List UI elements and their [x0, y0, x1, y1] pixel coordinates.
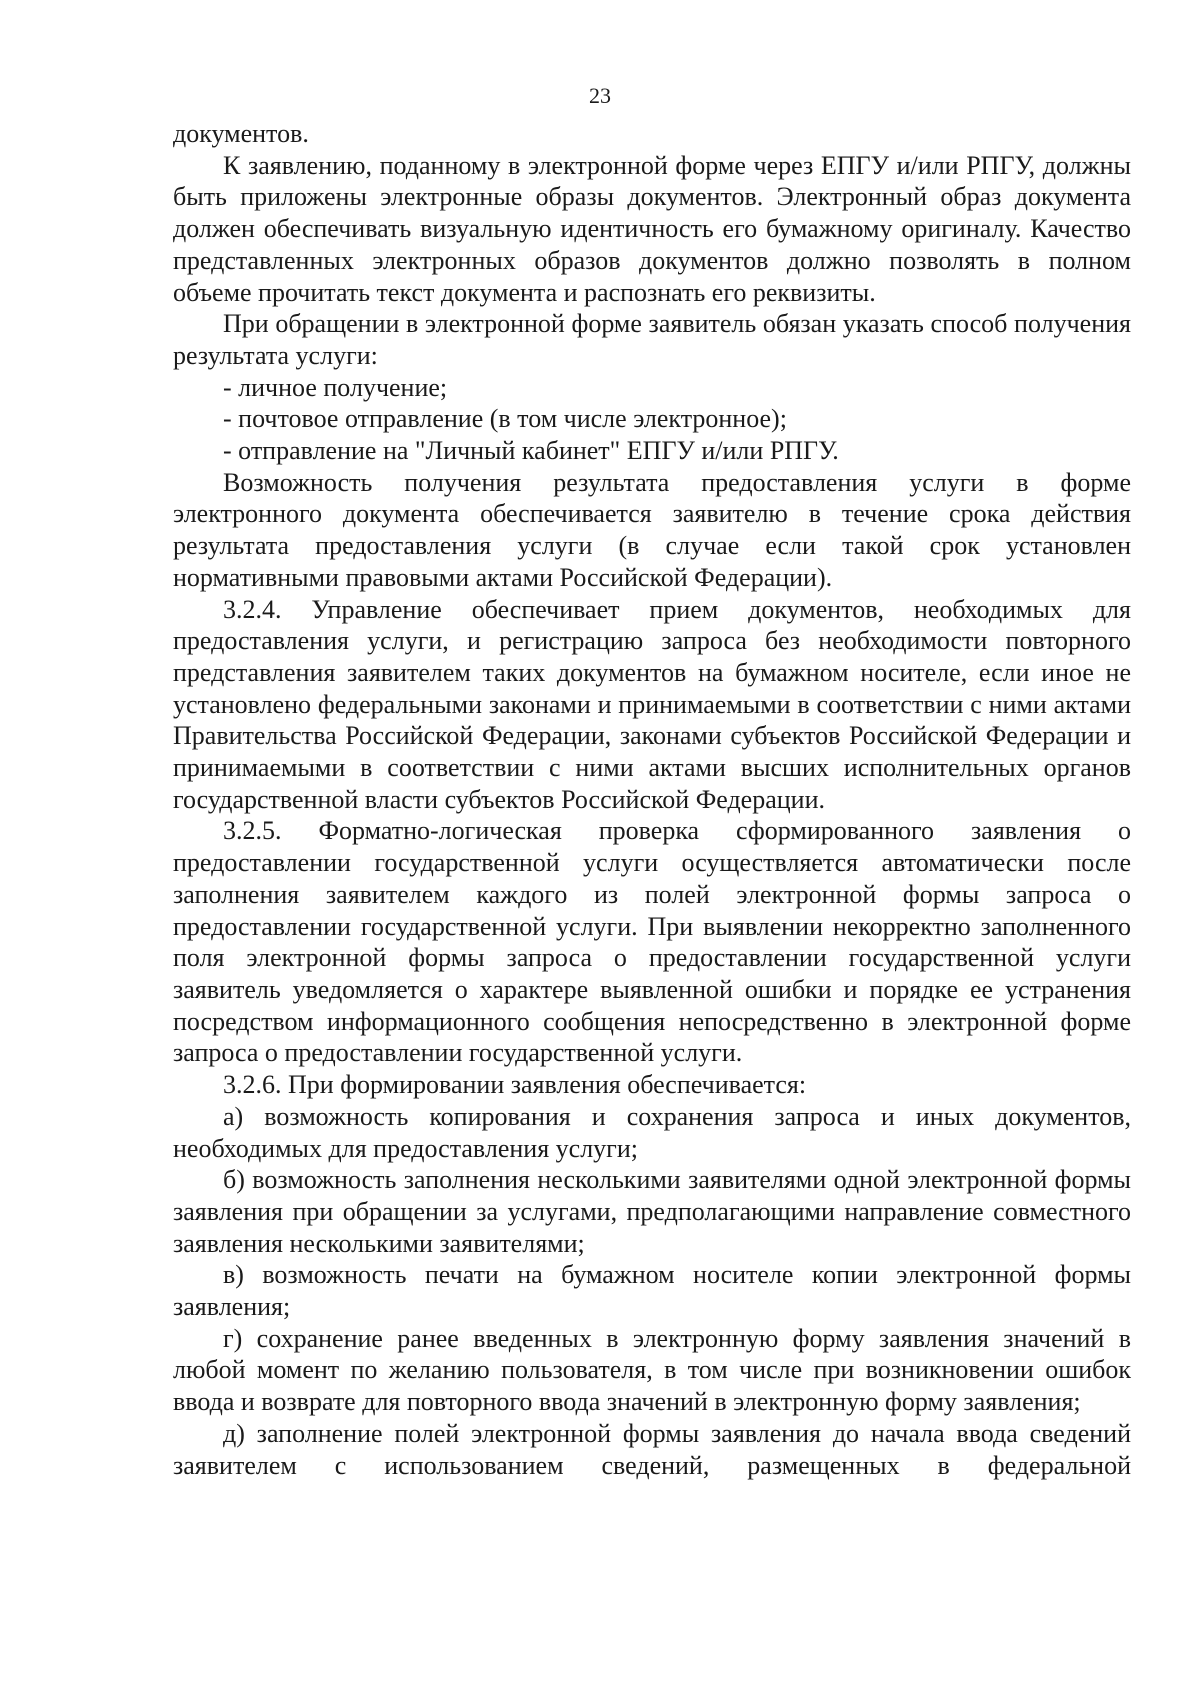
paragraph-result-method: При обращении в электронной форме заявитель обязан указать способ получения результата услуги:: [173, 309, 1131, 370]
list-item-postal: - почтовое отправление (в том числе электронное);: [223, 404, 787, 434]
list-item-personal: - личное получение;: [223, 372, 448, 402]
paragraph-3-2-5: 3.2.5. Форматно-логическая проверка сформированного заявления о предоставлении государственной услуги осуществляется автоматически после заполнения заявителем каждого из полей электронной формы запроса о предоставлении государственной услуги. При выявлении некорректно заполненного поля электронной формы запроса о предоставлении государственной услуги заявитель уведомляется о характере выявленной ошибки и порядке ее устранения посредством информационного сообщения непосредственно в электронной форме запроса о предоставлении государственной услуги.: [173, 816, 1131, 1068]
paragraph-item-v: в) возможность печати на бумажном носителе копии электронной формы заявления;: [173, 1260, 1131, 1322]
paragraph-electronic-images: К заявлению, поданному в электронной форме через ЕПГУ и/или РПГУ, должны быть приложены электронные образы документов. Электронный образ документа должен обеспечивать визуальную идентичность его бумажному оригиналу. Качество представленных электронных образов документов должно позволять в полном объеме прочитать текст документа и распознать его реквизиты.: [173, 150, 1131, 307]
document-body: [173, 118, 1131, 1481]
paragraph-continuation: документов.: [173, 119, 309, 148]
paragraph-item-g: г) сохранение ранее введенных в электронную форму заявления значений в любой момент по желанию пользователя, в том числе при возникновении ошибок ввода и возврате для повторного ввода значений в электронную форму заявления;: [173, 1323, 1131, 1417]
paragraph-item-b: б) возможность заполнения несколькими заявителями одной электронной формы заявления при обращении за услугами, предполагающими направление совместного заявления несколькими заявителями;: [173, 1165, 1131, 1258]
list-item-cabinet: - отправление на "Личный кабинет" ЕПГУ и/или РПГУ.: [223, 436, 839, 466]
paragraph-item-d: д) заполнение полей электронной формы заявления до начала ввода сведений заявителем с использованием сведений, размещенных в федеральной: [173, 1418, 1131, 1480]
paragraph-3-2-6: 3.2.6. При формировании заявления обеспечивается:: [223, 1070, 807, 1100]
paragraph-electronic-result: Возможность получения результата предоставления услуги в форме электронного документа обеспечивается заявителю в течение срока действия результата предоставления услуги (в случае если такой срок установлен нормативными правовыми актами Российской Федерации).: [173, 467, 1131, 592]
paragraph-3-2-4: 3.2.4. Управление обеспечивает прием документов, необходимых для предоставления услуги, и регистрацию запроса без необходимости повторного представления заявителем таких документов на бумажном носителе, если иное не установлено федеральными законами и принимаемыми в соответствии с ними актами Правительства Российской Федерации, законами субъектов Российской Федерации и принимаемыми в соответствии с ними актами высших исполнительных органов государственной власти субъектов Российской Федерации.: [173, 594, 1131, 814]
page-number: 23: [589, 83, 611, 108]
paragraph-item-a: а) возможность копирования и сохранения запроса и иных документов, необходимых для предоставления услуги;: [173, 1101, 1131, 1163]
